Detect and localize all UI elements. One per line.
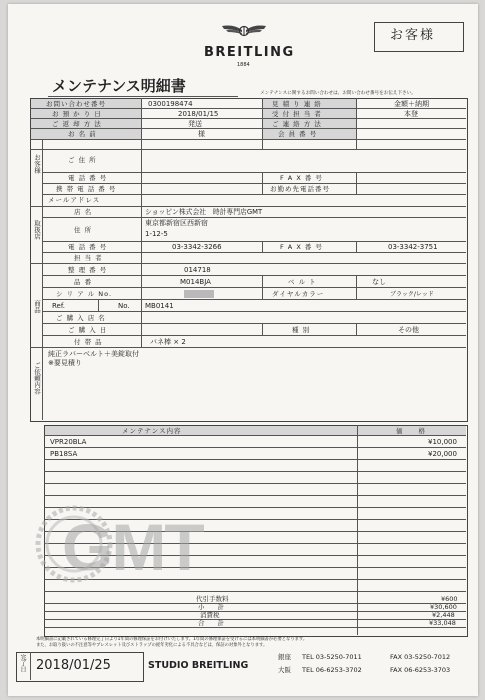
ginza-city: 銀座 xyxy=(278,653,291,661)
tax-value: ¥2,448 xyxy=(432,611,455,619)
name-honorific: 様 xyxy=(198,130,205,138)
email-label: メールアドレス xyxy=(48,196,101,204)
purchase-shop-label: ご 購 入 店 名 xyxy=(56,314,106,322)
warranty-note-1: 本明細書に記載されている修理完了日より1年間の修理保証をお付けいたします。1年間の修理保証を受けるには本明細書が必要となります。 xyxy=(36,637,308,642)
completion-label: 完了日 xyxy=(19,654,26,672)
mobile-label: 携 帯 電 話 番 号 xyxy=(56,185,117,193)
ref-no-label: No. xyxy=(118,302,130,310)
work-tel-label: お勤め先電話番号 xyxy=(270,185,330,193)
store-name-value: ショッピン株式会社 時計専門店GMT xyxy=(145,208,263,216)
dial-color-value: ブラック/レッド xyxy=(390,291,434,298)
warranty-note-2: また、お取り扱いの不注意等やブレスレット及びストラップの経年劣化による不具合などは、保証の対象外となります。 xyxy=(36,643,268,648)
request-section-label: ご依頼内容 xyxy=(33,362,41,395)
store-address-line1: 東京都新宿区西新宿 xyxy=(145,219,208,227)
osaka-city: 大阪 xyxy=(278,666,291,674)
tax-label: 消費税 xyxy=(200,611,220,619)
cod-fee-value: ¥600 xyxy=(441,595,458,603)
request-line-1: 純正ラバーベルト＋美錠取付 xyxy=(48,350,139,358)
maintenance-statement-sheet xyxy=(8,4,478,696)
customer-tel-label: 電 話 番 号 xyxy=(68,174,108,182)
store-fax-label: F A X 番 号 xyxy=(280,243,323,251)
maintenance-item-price: ¥10,000 xyxy=(428,438,457,446)
store-section-label: 取扱店 xyxy=(33,220,41,240)
model-value: M014BJA xyxy=(180,278,211,286)
maintenance-item-name: VPR20BLA xyxy=(50,438,87,446)
accessories-value: バネ棒 × 2 xyxy=(150,338,186,346)
model-label: 品 番 xyxy=(74,278,93,286)
estimate-contact-value: 金額＋納期 xyxy=(394,100,429,108)
purchase-date-label: ご 購 入 日 xyxy=(68,326,108,334)
accessories-label: 付 帯 品 xyxy=(74,338,103,346)
store-name-label: 店 名 xyxy=(74,208,93,216)
ref-value: MB0141 xyxy=(145,302,174,310)
brand-name: BREITLING xyxy=(204,45,295,60)
maintenance-item-price: ¥20,000 xyxy=(428,450,457,458)
received-date-value: 2018/01/15 xyxy=(178,110,219,118)
price-header: 価 格 xyxy=(396,427,426,435)
document-title: メンテナンス明細書 xyxy=(52,77,186,95)
member-no-label: 会 員 番 号 xyxy=(278,130,318,138)
staff-label: 受 付 担 当 者 xyxy=(272,110,322,118)
title-underline xyxy=(48,96,238,97)
customer-fax-label: F A X 番 号 xyxy=(280,174,323,182)
breitling-wings-logo-icon xyxy=(220,20,268,42)
total-value: ¥33,048 xyxy=(429,619,456,627)
ref-label: Ref. xyxy=(52,302,66,310)
estimate-contact-label: 見 積 り 連 絡 xyxy=(272,100,322,108)
contact-method-label: ご 連 絡 方 法 xyxy=(272,120,322,128)
inquiry-no-value: 0300198474 xyxy=(148,100,193,108)
store-tel-label: 電 話 番 号 xyxy=(68,243,108,251)
customer-address-label: ご 住 所 xyxy=(68,156,97,164)
store-staff-label: 担 当 者 xyxy=(74,254,103,262)
store-tel-value: 03-3342-3266 xyxy=(172,243,222,251)
studio-name: STUDIO BREITLING xyxy=(148,660,249,671)
dial-color-label: ダイヤルカラー xyxy=(272,290,325,298)
total-label: 合 計 xyxy=(198,619,224,627)
return-method-value: 発送 xyxy=(188,120,202,128)
cod-fee-label: 代引手数料 xyxy=(196,595,229,603)
brand-year: 1884 xyxy=(237,62,250,68)
serial-redacted-block xyxy=(184,290,214,298)
name-label: お 名 前 xyxy=(68,130,97,138)
customer-copy-label: お客様 xyxy=(390,28,436,43)
type-value: その他 xyxy=(398,326,419,334)
staff-value: 本登 xyxy=(404,110,418,118)
belt-label: ベ ル ト xyxy=(288,278,317,286)
gmt-watermark-text: GMT xyxy=(62,510,203,584)
request-line-2: ※要見積り xyxy=(48,359,82,367)
ginza-tel: TEL 03-5250-7011 xyxy=(302,653,362,661)
serial-label: シ リ ア ル No. xyxy=(56,290,113,298)
belt-value: なし xyxy=(372,278,386,286)
maintenance-header: メンテナンス内容 xyxy=(122,427,182,435)
mgmt-no-value: 014718 xyxy=(184,266,211,274)
ginza-fax: FAX 03-5250-7012 xyxy=(390,653,451,661)
maintenance-item-name: PB18SA xyxy=(50,450,78,458)
type-label: 種 別 xyxy=(292,326,311,334)
product-section-label: 商品 xyxy=(33,300,41,313)
store-fax-value: 03-3342-3751 xyxy=(388,243,438,251)
subtotal-value: ¥30,600 xyxy=(430,603,457,611)
inquiry-no-label: お問い合わせ番号 xyxy=(46,100,106,108)
osaka-tel: TEL 06-6253-3702 xyxy=(302,666,362,674)
mgmt-no-label: 整 理 番 号 xyxy=(68,266,108,274)
completion-date: 2018/01/25 xyxy=(36,658,111,673)
customer-section-label: お客様 xyxy=(33,154,41,174)
osaka-fax: FAX 06-6253-3703 xyxy=(390,666,451,674)
received-date-label: お 預 か り 日 xyxy=(52,110,102,118)
subtotal-label: 小 計 xyxy=(198,603,224,611)
inquiry-note: メンテナンスに関するお問い合わせは、お問い合わせ番号をお伝え下さい。 xyxy=(260,91,416,96)
store-address-line2: 1-12-5 xyxy=(145,230,168,238)
store-address-label: 住 所 xyxy=(74,226,93,234)
return-method-label: ご 返 却 方 法 xyxy=(52,120,102,128)
